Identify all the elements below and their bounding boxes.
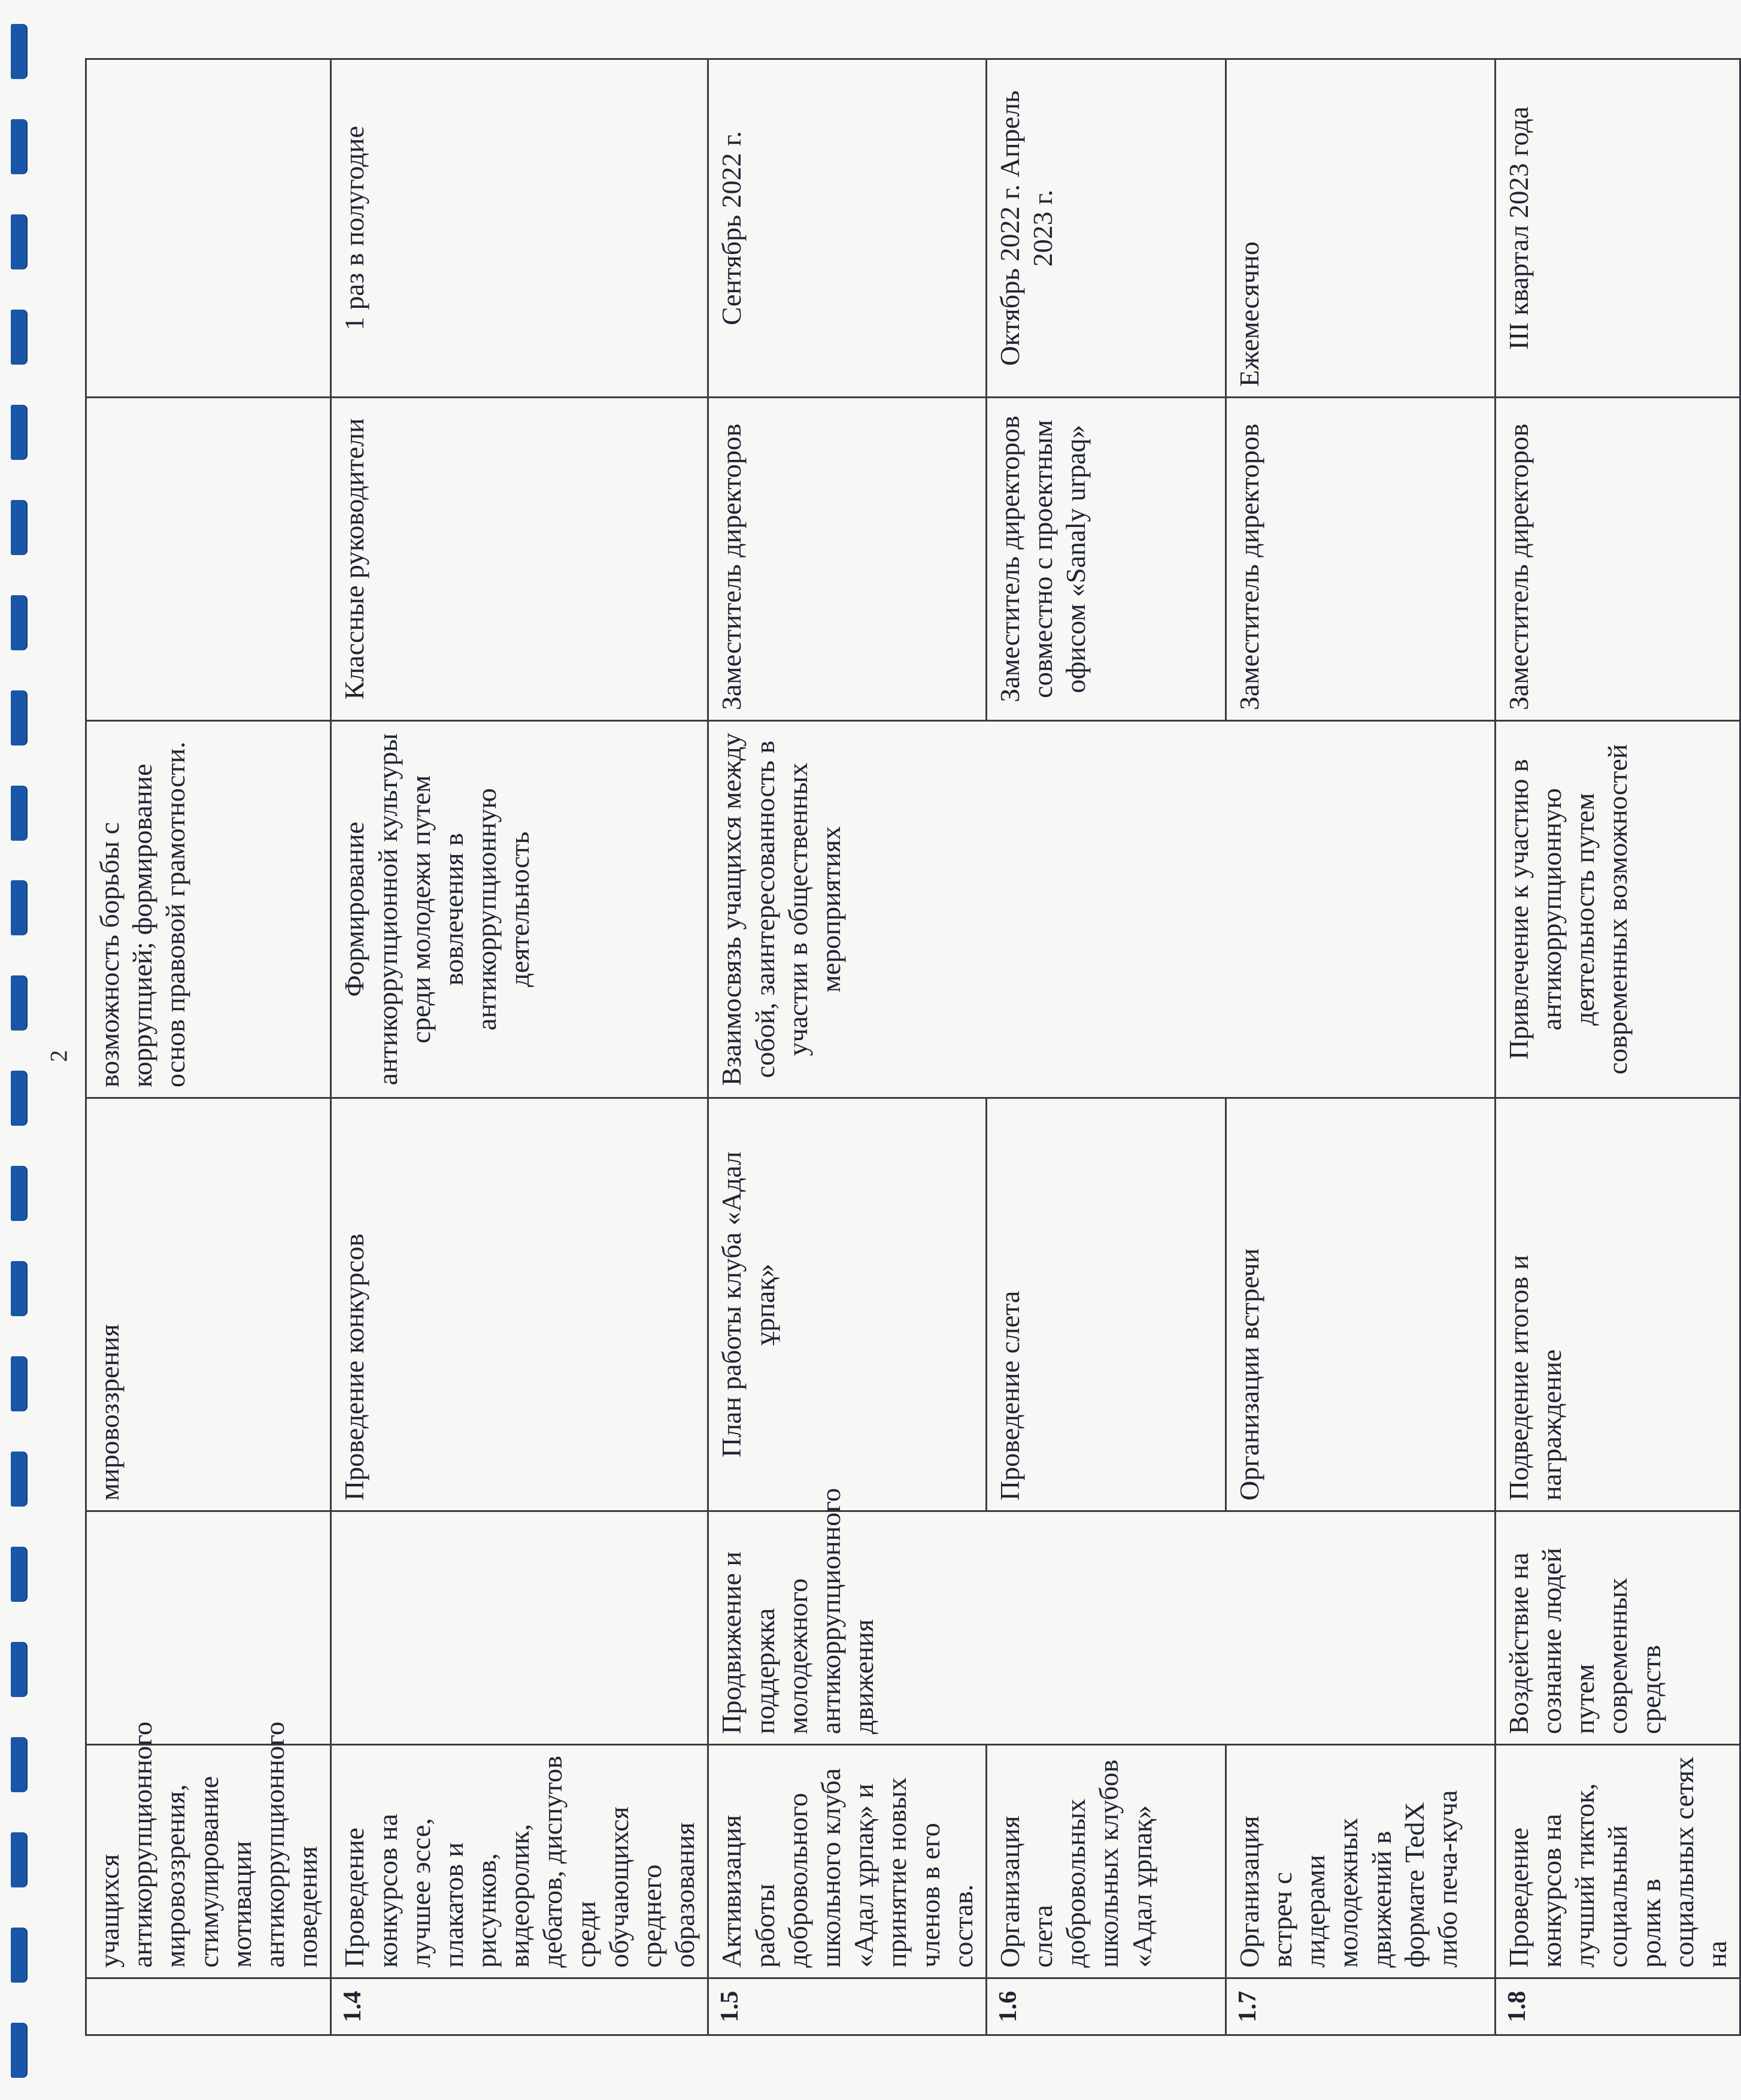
deadline-cell: III квартал 2023 года	[1495, 59, 1740, 398]
deadline-cell: Октябрь 2022 г. Апрель 2023 г.	[986, 59, 1226, 398]
deadline-cell: Ежемесячно	[1226, 59, 1495, 398]
action-plan-table	[85, 58, 1741, 2036]
goal-cell: Воздействие на сознание людей путем современных средств	[1495, 1511, 1740, 1745]
row-number: 1.4	[331, 1978, 708, 2035]
goal-cell: Продвижение и поддержка молодежного антикоррупционного движения	[708, 1511, 1496, 1745]
result-cell: Формирование антикоррупционной культуры среди молодежи путем вовлечения в антикоррупционную деятельность	[331, 721, 708, 1098]
row-number: 1.6	[986, 1978, 1226, 2035]
deadline-cell: 1 раз в полугодие	[331, 59, 708, 398]
responsible-cell: Заместитель директоров	[1226, 398, 1495, 721]
rotated-page	[85, 60, 1732, 2036]
responsible-cell	[86, 398, 331, 721]
table-row	[86, 59, 331, 2035]
event-cell: Проведение конкурсов на лучший тикток, социальный ролик в социальных сетях на	[1495, 1745, 1740, 1978]
row-number: 1.8	[1495, 1978, 1740, 2035]
page-number: 2	[45, 1050, 72, 1062]
result-cell: возможность борьбы с коррупцией; формирование основ правовой грамотности.	[86, 721, 331, 1098]
row-number: 1.5	[708, 1978, 987, 2035]
table-row	[331, 59, 708, 2035]
responsible-cell: Заместитель директоров совместно с проектным офисом «Sanaly urpaq»	[986, 398, 1226, 721]
result-cell: Взаимосвязь учащихся между собой, заинтересованность в участии в общественных мероприятиях	[708, 721, 1496, 1098]
goal-cell	[331, 1511, 708, 1745]
spiral-binding	[11, 24, 28, 2078]
form-cell: Проведение слета	[986, 1098, 1226, 1511]
form-cell: Подведение итогов и награждение	[1495, 1098, 1740, 1511]
responsible-cell: Заместитель директоров	[708, 398, 987, 721]
event-cell: Проведение конкурсов на лучшее эссе, плакатов и рисунков, видеоролик, дебатов, диспутов среди обучающихся среднего образования	[331, 1745, 708, 1978]
form-cell: мировоззрения	[86, 1098, 331, 1511]
table-row	[708, 59, 987, 2035]
form-cell: Организации встречи	[1226, 1098, 1495, 1511]
row-number: 1.7	[1226, 1978, 1495, 2035]
table-row	[1495, 59, 1740, 2035]
event-cell: Активизация работы добровольного школьного клуба «Адал ұрпақ» и принятие новых членов в его состав.	[708, 1745, 987, 1978]
responsible-cell: Заместитель директоров	[1495, 398, 1740, 721]
form-cell: План работы клуба «Адал ұрпақ»	[708, 1098, 987, 1511]
goal-cell	[86, 1511, 331, 1745]
event-cell: учащихся антикоррупционного мировоззрения, стимулирование мотивации антикоррупционного поведения	[86, 1745, 331, 1978]
responsible-cell: Классные руководители	[331, 398, 708, 721]
row-number	[86, 1978, 331, 2035]
event-cell: Организация слета добровольных школьных клубов «Адал ұрпақ»	[986, 1745, 1226, 1978]
form-cell: Проведение конкурсов	[331, 1098, 708, 1511]
deadline-cell	[86, 59, 331, 398]
deadline-cell: Сентябрь 2022 г.	[708, 59, 987, 398]
event-cell: Организация встреч с лидерами молодежных движений в формате TedX либо печа-куча	[1226, 1745, 1495, 1978]
result-cell: Привлечение к участию в антикоррупционную деятельность путем современных возможностей	[1495, 721, 1740, 1098]
